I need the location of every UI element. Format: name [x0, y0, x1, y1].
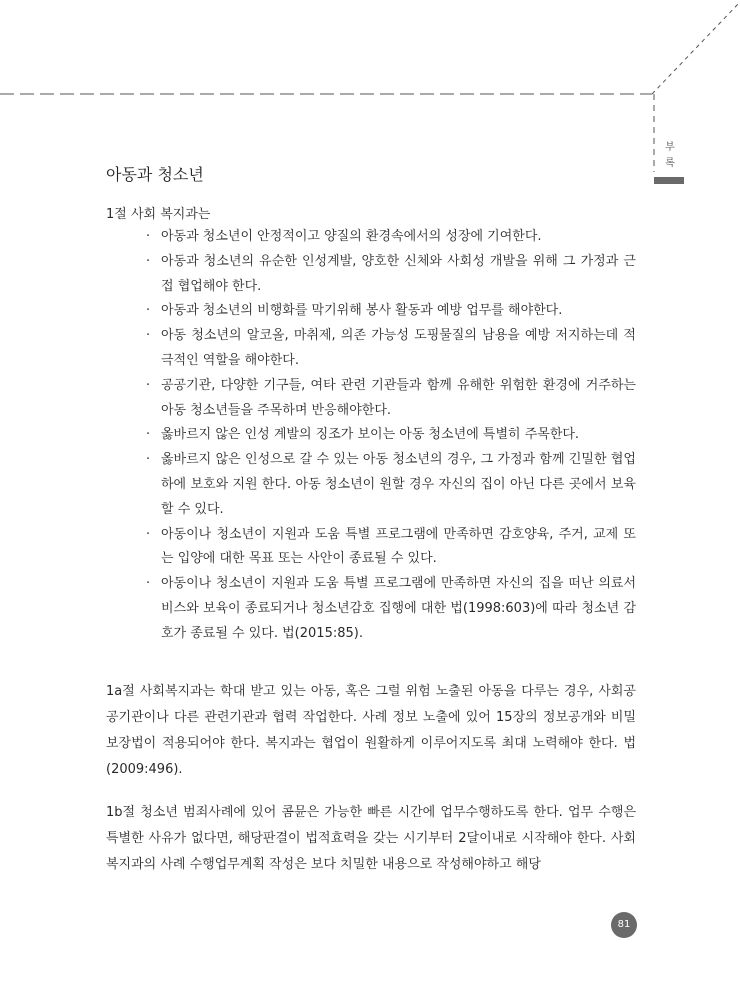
bullet-item: [146, 299, 636, 324]
bullet-dot: ·: [146, 328, 151, 344]
bullet-text: 아동과 청소년이 안정적이고 양질의 환경속에서의 성장에 기여한다.: [161, 229, 542, 244]
bullet-text: 옳바르지 않은 인성 계발의 징조가 보이는 아동 청소년에 특별히 주목한다.: [161, 427, 580, 443]
bullet-item: [146, 374, 636, 424]
bullet-text: 아동과 청소년의 유순한 인성계발, 양호한 신체와 사회성 개발을 위해 그 가정과 근접 협업해야 한다.: [161, 253, 636, 294]
bullet-text: 아동이나 청소년이 지원과 도움 특별 프로그램에 만족하면 자신의 집을 떠난 의료서비스와 보육이 종료되거나 청소년감호 집행에 대한 법(1998:603)에 따라 청소년 감호가 종료될 수 있다. 법(2015:85).: [161, 576, 636, 641]
bullet-item: [146, 523, 636, 573]
bullet-dot: ·: [146, 229, 151, 244]
bullet-item: [146, 324, 636, 374]
article-heading: 1절 사회 복지과는: [106, 207, 211, 222]
bullet-dot: ·: [146, 576, 151, 592]
section-title: 아동과 청소년: [106, 165, 204, 184]
bullet-dot: ·: [146, 526, 151, 542]
appendix-tab: [660, 140, 680, 172]
bullet-dot: ·: [146, 452, 151, 468]
paragraph-1a: 1a절 사회복지과는 학대 받고 있는 아동, 혹은 그럴 위험 노출된 아동을 다루는 경우, 사회공공기관이나 다른 관련기관과 협력 작업한다. 사례 정보 노출에 있어 15장의 정보공개와 비밀보장법이 적용되어야 한다. 복지과는 협업이 원활하게 이루어지도록 최대 노력해야 한다. 법(2009:496).: [106, 684, 636, 777]
appendix-tab-bar: [654, 177, 684, 184]
bullet-item: [146, 225, 636, 250]
bullet-item: [146, 423, 636, 448]
bullet-text: 아동과 청소년의 비행화를 막기위해 봉사 활동과 예방 업무를 해야한다.: [161, 303, 563, 319]
bullet-text: 아동 청소년의 알코올, 마취제, 의존 가능성 도핑물질의 남용을 예방 저지하는데 적극적인 역할을 해야한다.: [161, 328, 636, 368]
appendix-tab-char-1: 부: [665, 142, 675, 153]
bullet-item: [146, 250, 636, 300]
bullet-item: [146, 448, 636, 522]
bullet-text: 아동이나 청소년이 지원과 도움 특별 프로그램에 만족하면 감호양육, 주거, 교제 또는 입양에 대한 목표 또는 사안이 종료될 수 있다.: [161, 526, 636, 567]
bullet-text: 공공기관, 다양한 기구들, 여타 관련 기관들과 함께 유해한 위험한 환경에 거주하는 아동 청소년들을 주목하며 반응해야한다.: [161, 377, 636, 418]
bullet-list: [146, 225, 636, 647]
bullet-item: [146, 572, 636, 646]
bullet-dot: ·: [146, 377, 151, 393]
bullet-dot: ·: [146, 427, 151, 443]
appendix-tab-char-2: 록: [665, 158, 675, 169]
page-number-badge: 81: [611, 912, 637, 938]
paragraph-1b: 1b절 청소년 범죄사례에 있어 콤뮨은 가능한 빠른 시간에 업무수행하도록 한다. 업무 수행은 특별한 사유가 없다면, 해당판결이 법적효력을 갖는 시기부터 2달이내로 시작해야 한다. 사회복지과의 사례 수행업무계획 작성은 보다 치밀한 내용으로 작성해야하고 해당: [106, 805, 636, 872]
bullet-dot: ·: [146, 303, 151, 319]
bullet-text: 옳바르지 않은 인성으로 갈 수 있는 아동 청소년의 경우, 그 가정과 함께 긴밀한 협업하에 보호와 지원 한다. 아동 청소년이 원할 경우 자신의 집이 아닌 다른 곳에서 보육할 수 있다.: [161, 452, 636, 517]
bullet-dot: ·: [146, 253, 151, 269]
